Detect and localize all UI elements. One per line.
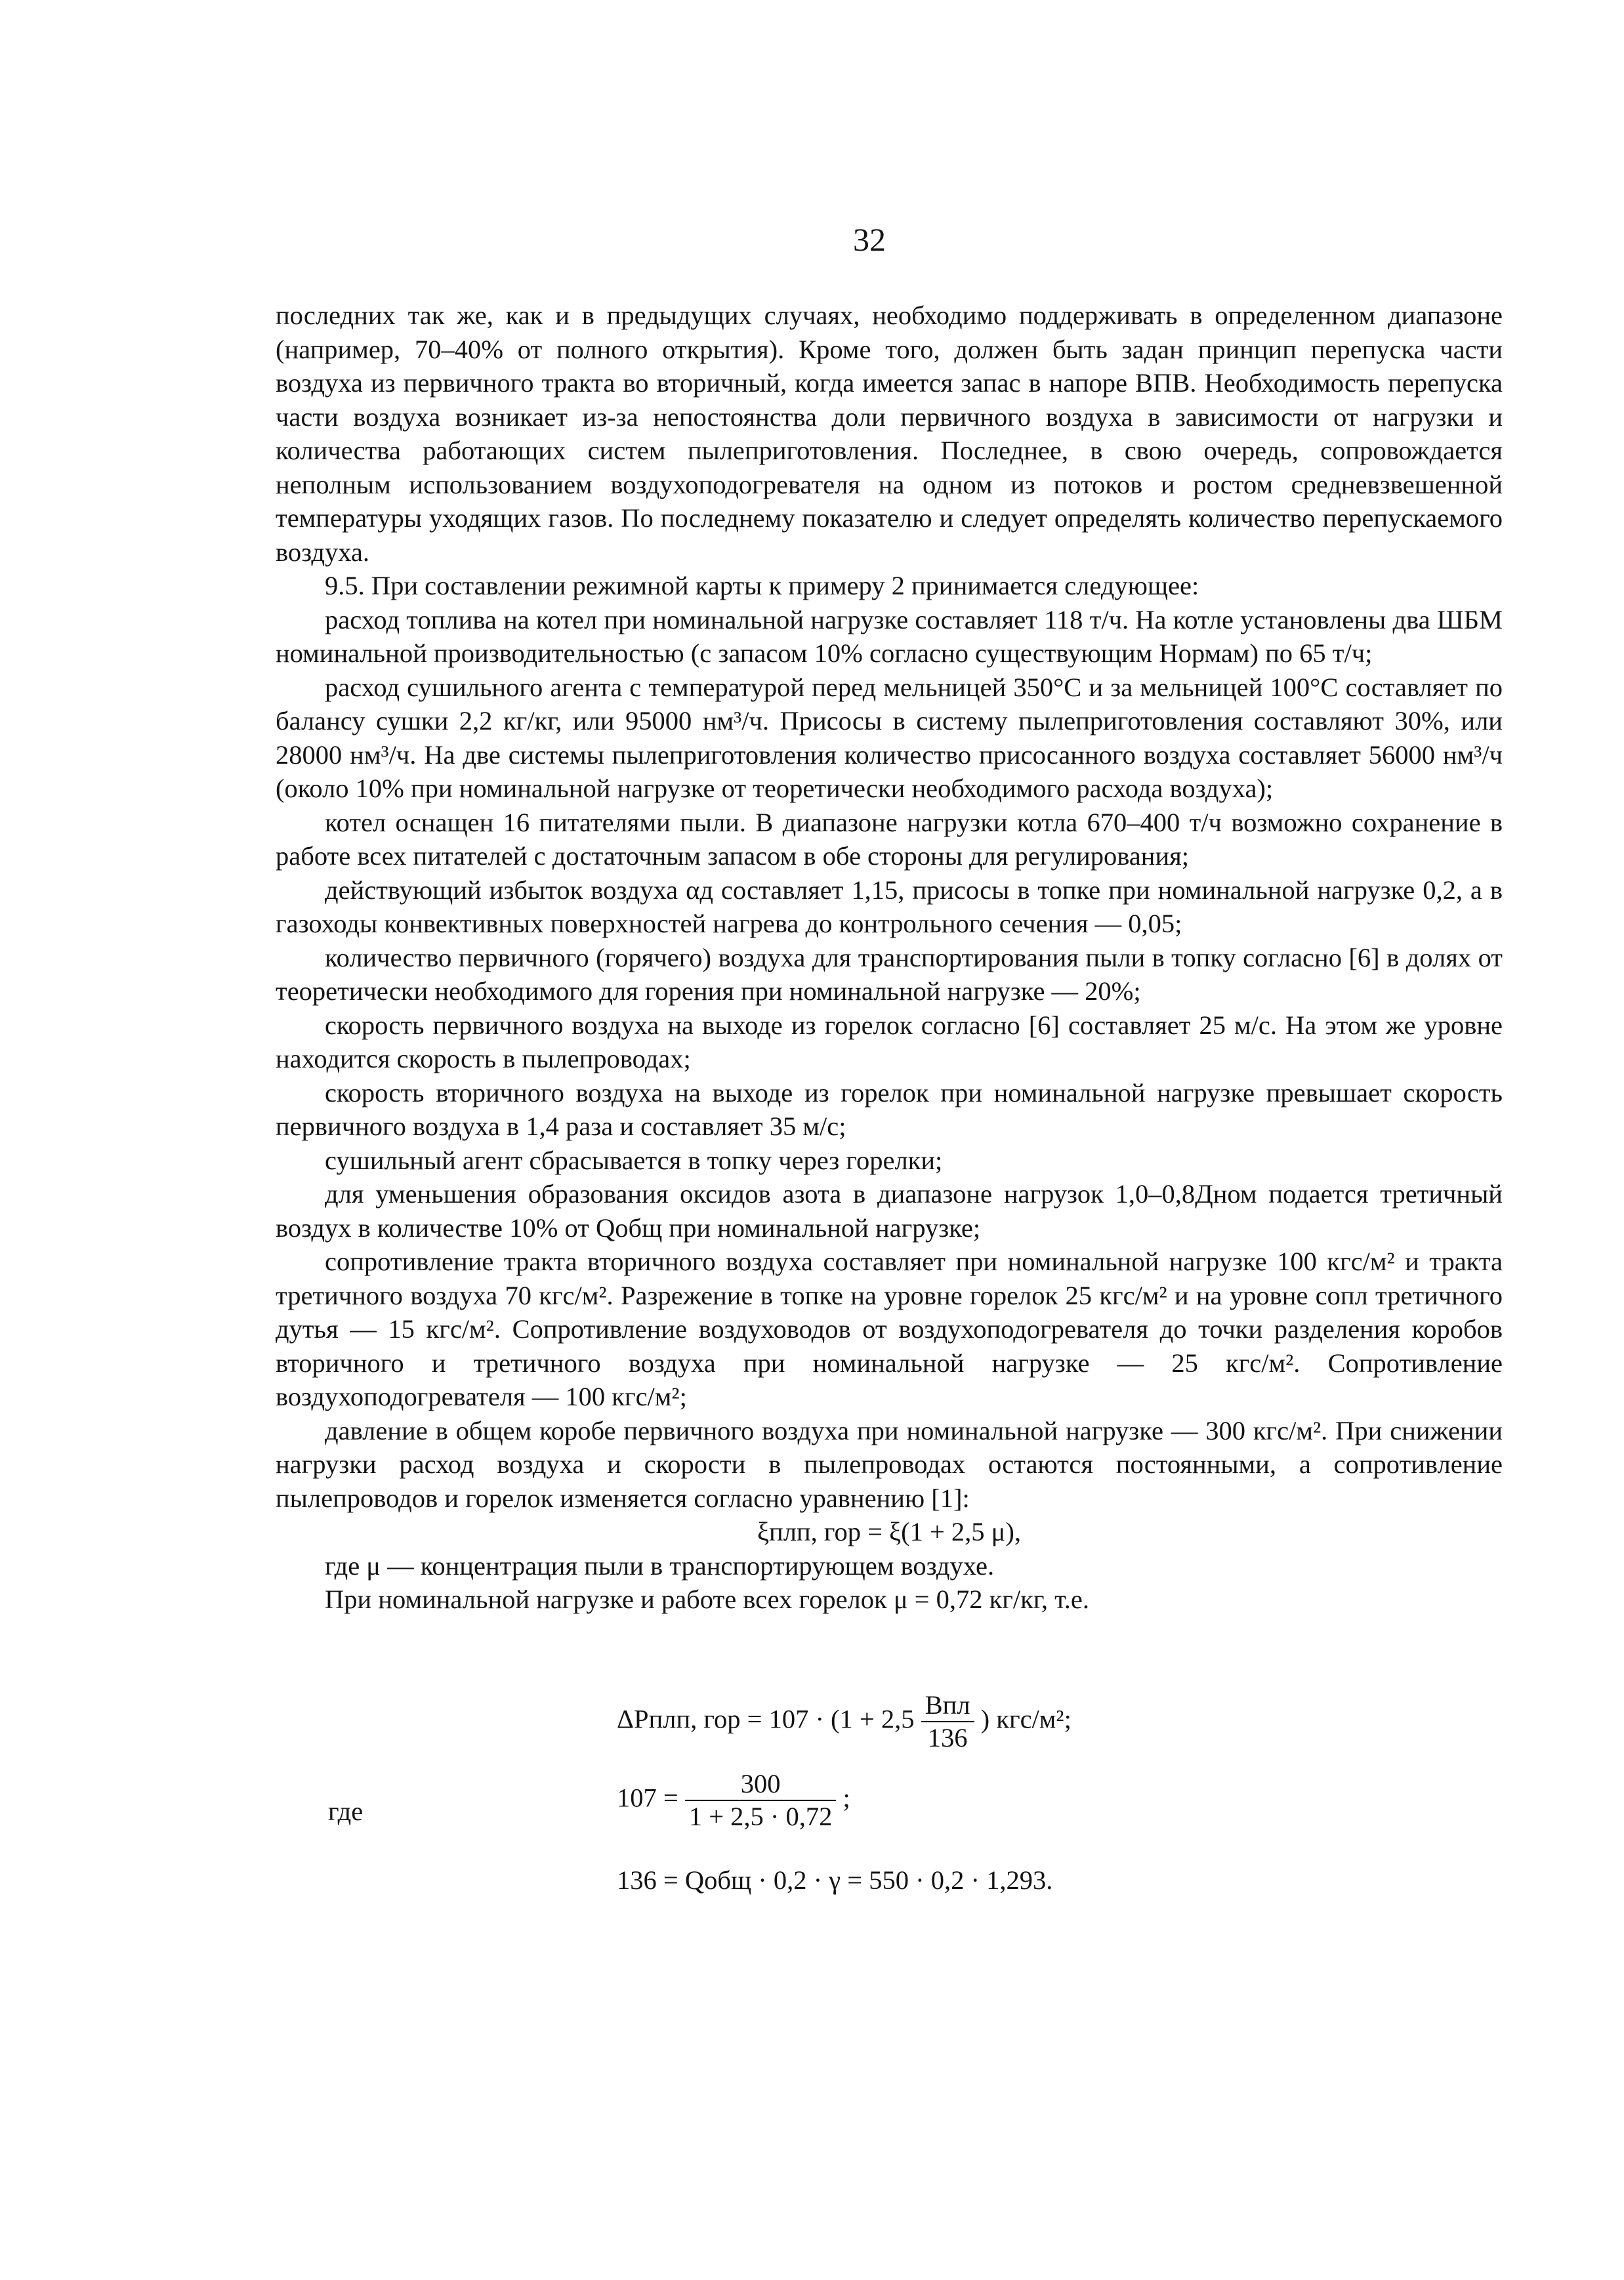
formula-rhs: ;	[843, 1783, 850, 1813]
paragraph: сушильный агент сбрасывается в топку через горелки;	[325, 1145, 943, 1175]
paragraph: При номинальной нагрузке и работе всех горелок μ = 0,72 кг/кг, т.е.	[325, 1585, 1090, 1614]
formula-lhs: 107 =	[617, 1783, 678, 1813]
paragraph: котел оснащен 16 питателями пыли. В диапазоне нагрузки котла 670–400 т/ч возможно сохранение в работе всех питателей с достаточным запасом в обе стороны для регулирования;	[276, 807, 1503, 871]
fraction-denominator: 1 + 2,5 · 0,72	[688, 1802, 833, 1831]
formula-rhs: ) кгс/м²;	[980, 1704, 1072, 1734]
paragraph: давление в общем коробе первичного воздуха при номинальной нагрузке — 300 кгс/м². При снижении нагрузки расход воздуха и скорости в пылепроводах остаются постоянными, а сопротивление пылепроводов и горелок изменяется согласно уравнению [1]:	[276, 1415, 1503, 1513]
fraction	[921, 1689, 974, 1754]
paragraph: сопротивление тракта вторичного воздуха составляет при номинальной нагрузке 100 кгс/м² и тракта третичного воздуха 70 кгс/м². Разрежение в топке на уровне горелок 25 кгс/м² и на уровне сопл третичного дутья — 15 кгс/м². Сопротивление воздуховодов от воздухоподогревателя до точки разделения коробов вторичного и третичного воздуха при номинальной нагрузке — 25 кгс/м². Сопротивление воздухоподогревателя — 100 кгс/м²;	[276, 1247, 1503, 1411]
formula-resistance: ξплп, гор = ξ(1 + 2,5 μ),	[757, 1517, 1021, 1546]
fraction-numerator: Bпл	[921, 1689, 974, 1722]
paragraph: действующий избыток воздуха αд составляет 1,15, присосы в топке при номинальной нагрузке 0,2, а в газоходы конвективных поверхностей нагрева до контрольного сечения — 0,05;	[276, 875, 1503, 938]
formula-air-flow: 136 = Qобщ · 0,2 · γ = 550 · 0,2 · 1,293.	[617, 1865, 1053, 1895]
paragraph: скорость первичного воздуха на выходе из горелок согласно [6] составляет 25 м/с. На этом же уровне находится скорость в пылепроводах;	[276, 1010, 1503, 1073]
paragraph: расход топлива на котел при номинальной нагрузке составляет 118 т/ч. На котле установлены два ШБМ номинальной производительностью (с запасом 10% согласно существующим Нормам) по 65 т/ч;	[276, 604, 1503, 668]
page-number: 32	[853, 221, 886, 258]
paragraph: для уменьшения образования оксидов азота в диапазоне нагрузок 1,0–0,8Дном подается третичный воздух в количестве 10% от Qобщ при номинальной нагрузке;	[276, 1179, 1503, 1243]
formula-coefficient	[617, 1768, 850, 1833]
formula-lhs: ΔPплп, гор = 107 · (1 + 2,5	[617, 1704, 915, 1734]
fraction	[685, 1768, 837, 1833]
formula-pressure-drop	[617, 1689, 1072, 1754]
paragraph: скорость вторичного воздуха на выходе из горелок при номинальной нагрузке превышает скорость первичного воздуха в 1,4 раза и составляет 35 м/с;	[276, 1077, 1503, 1141]
paragraph: где μ — концентрация пыли в транспортирующем воздухе.	[325, 1550, 995, 1581]
fraction-numerator: 300	[685, 1768, 837, 1801]
paragraph: 9.5. При составлении режимной карты к примеру 2 принимается следующее:	[325, 571, 1199, 600]
body-text	[276, 299, 1503, 1617]
paragraph: количество первичного (горячего) воздуха для транспортирования пыли в топку согласно [6] в долях от теоретически необходимого для горения при номинальной нагрузке — 20%;	[276, 942, 1503, 1006]
fraction-denominator: 136	[927, 1723, 968, 1752]
paragraph: последних так же, как и в предыдущих случаях, необходимо поддерживать в определенном диапазоне (например, 70–40% от полного открытия). Кроме того, должен быть задан принцип перепуска части воздуха из первичного тракта во вторичный, когда имеется запас в напоре ВПВ. Необходимость перепуска части воздуха возникает из-за непостоянства доли первичного воздуха в зависимости от нагрузки и количества работающих систем пылеприготовления. Последнее, в свою очередь, сопровождается неполным использованием воздухоподогревателя на одном из потоков и ростом средневзвешенной температуры уходящих газов. По последнему показателю и следует определять количество перепускаемого воздуха.	[276, 301, 1503, 567]
paragraph: расход сушильного агента с температурой перед мельницей 350°С и за мельницей 100°С составляет по балансу сушки 2,2 кг/кг, или 95000 нм³/ч. Присосы в систему пылеприготовления составляют 30%, или 28000 нм³/ч. На две системы пылеприготовления количество присосанного воздуха составляет 56000 нм³/ч (около 10% при номинальной нагрузке от теоретически необходимого расхода воздуха);	[276, 672, 1503, 803]
where-label: где	[328, 1796, 364, 1826]
